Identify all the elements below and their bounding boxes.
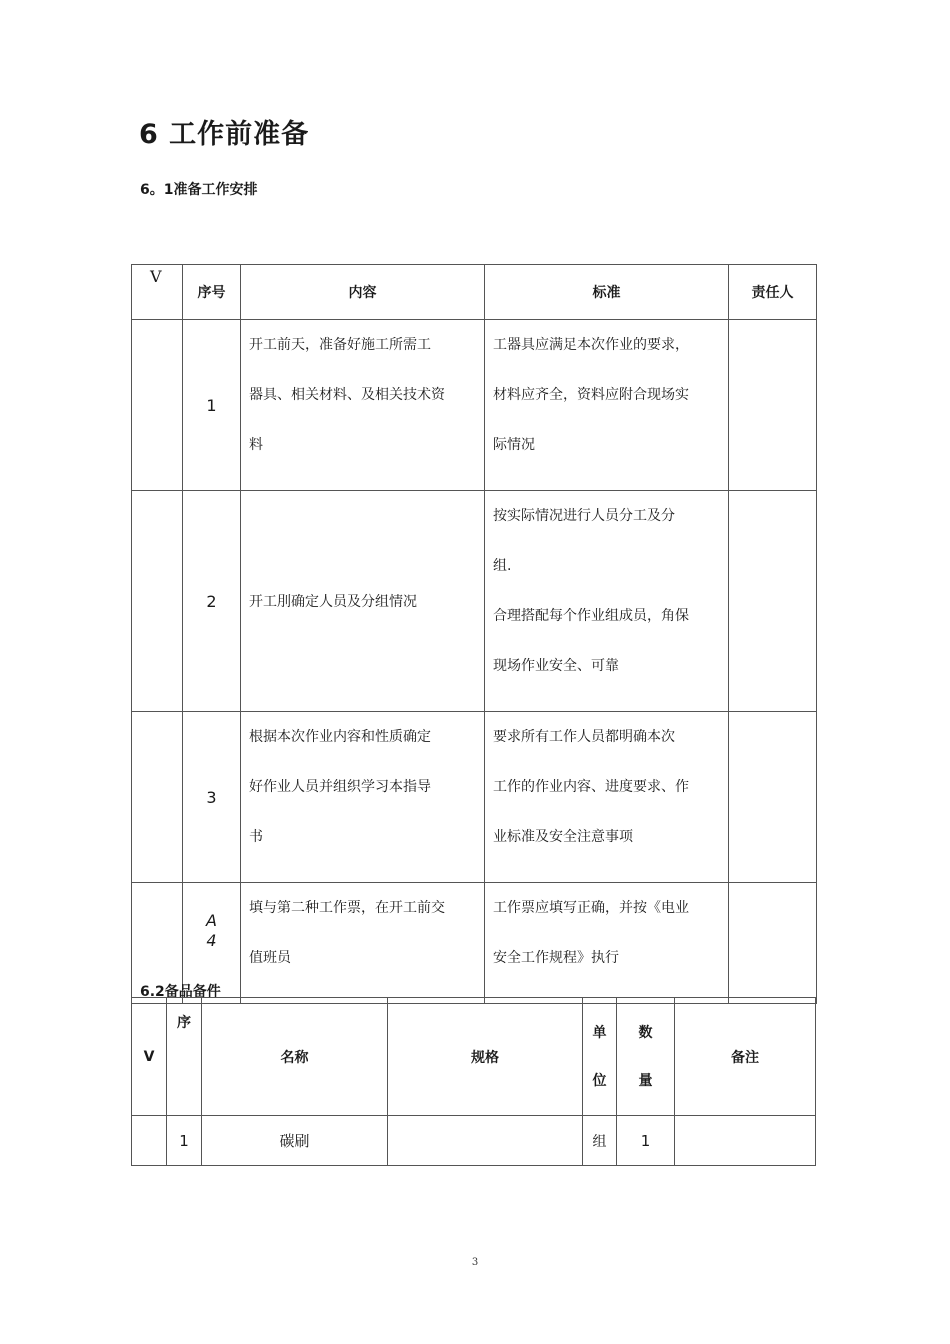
content-line: 填与第二种工作票，在开工前交 (249, 900, 445, 916)
seq-column-header: 序 (167, 998, 202, 1116)
content-cell (241, 320, 485, 491)
content-line: 书 (249, 829, 263, 845)
seq-cell: 1 (167, 1116, 202, 1166)
content-line: 好作业人员并组织学习本指导 (249, 779, 431, 795)
content-line: 根据本次作业内容和性质确定 (249, 729, 431, 745)
standard-line: 要求所有工作人员都明确本次 (493, 729, 675, 745)
standard-line: 安全工作规程》执行 (493, 950, 619, 966)
spare-parts-table (131, 997, 816, 1166)
qty-column-header (617, 998, 675, 1116)
seq-glyph-top: A (206, 911, 217, 930)
standard-line: 工作票应填写正确，并按《电业 (493, 900, 689, 916)
work-arrangement-table (131, 264, 817, 1004)
content-line: 开工前天，准备好施工所需工 (249, 337, 431, 353)
check-cell (132, 712, 183, 883)
table-row (132, 491, 817, 712)
content-line: 料 (249, 437, 263, 453)
standard-line: 工器具应满足本次作业的要求， (493, 337, 689, 353)
unit-header-bottom: 位 (592, 1072, 607, 1089)
qty-header-bottom: 量 (638, 1072, 653, 1089)
table-row (132, 320, 817, 491)
page-title: 6 工作前准备 (139, 119, 310, 150)
spec-column-header: 规格 (388, 998, 583, 1116)
page-number: 3 (471, 1257, 479, 1268)
name-cell: 碳刷 (202, 1116, 388, 1166)
standard-line: 现场作业安全、可靠 (493, 658, 619, 674)
unit-header-top: 单 (592, 1024, 607, 1041)
seq-cell: 3 (183, 712, 241, 883)
name-column-header: 名称 (202, 998, 388, 1116)
remark-column-header: 备注 (675, 998, 816, 1116)
owner-cell (729, 320, 817, 491)
check-cell (132, 1116, 167, 1166)
unit-cell: 组 (583, 1116, 617, 1166)
standard-line: 按实际情况进行人员分工及分 (493, 508, 675, 524)
content-cell (241, 491, 485, 712)
table-header-row (132, 998, 816, 1116)
qty-header-top: 数 (638, 1024, 653, 1041)
content-line: 开工刖确定人员及分组情况 (249, 594, 417, 610)
remark-cell (675, 1116, 816, 1166)
owner-cell (729, 712, 817, 883)
standard-line: 组. (493, 558, 512, 574)
standard-line: 际情况 (493, 437, 535, 453)
standard-cell (485, 712, 729, 883)
section-title-work-arrangement: 6。1准备工作安排 (140, 182, 258, 198)
standard-line: 材料应齐全，资料应附合现场实 (493, 387, 689, 403)
content-column-header: 内容 (241, 265, 485, 320)
standard-line: 合理搭配每个作业组成员，角保 (493, 608, 689, 624)
seq-cell: 2 (183, 491, 241, 712)
content-line: 器具、相关材料、及相关技术资 (249, 387, 445, 403)
content-cell (241, 883, 485, 1004)
table-row (132, 883, 817, 1004)
seq-glyph-bottom: 4 (206, 931, 217, 950)
seq-cell: 1 (183, 320, 241, 491)
content-line: 值班员 (249, 950, 291, 966)
section-title-spare-parts: 6.2备品备件 (140, 984, 221, 1000)
table-row (132, 712, 817, 883)
standard-line: 工作的作业内容、进度要求、作 (493, 779, 689, 795)
seq-column-header: 序号 (183, 265, 241, 320)
standard-column-header: 标准 (485, 265, 729, 320)
unit-column-header (583, 998, 617, 1116)
check-column-header: V (132, 998, 167, 1116)
table-header-row (132, 265, 817, 320)
owner-cell (729, 883, 817, 1004)
check-column-header: V (132, 265, 183, 320)
content-cell (241, 712, 485, 883)
spec-cell (388, 1116, 583, 1166)
check-cell (132, 491, 183, 712)
standard-cell (485, 320, 729, 491)
owner-column-header: 责任人 (729, 265, 817, 320)
table-row (132, 1116, 816, 1166)
standard-cell (485, 491, 729, 712)
standard-cell (485, 883, 729, 1004)
qty-cell: 1 (617, 1116, 675, 1166)
standard-line: 业标准及安全注意事项 (493, 829, 633, 845)
owner-cell (729, 491, 817, 712)
check-cell (132, 320, 183, 491)
